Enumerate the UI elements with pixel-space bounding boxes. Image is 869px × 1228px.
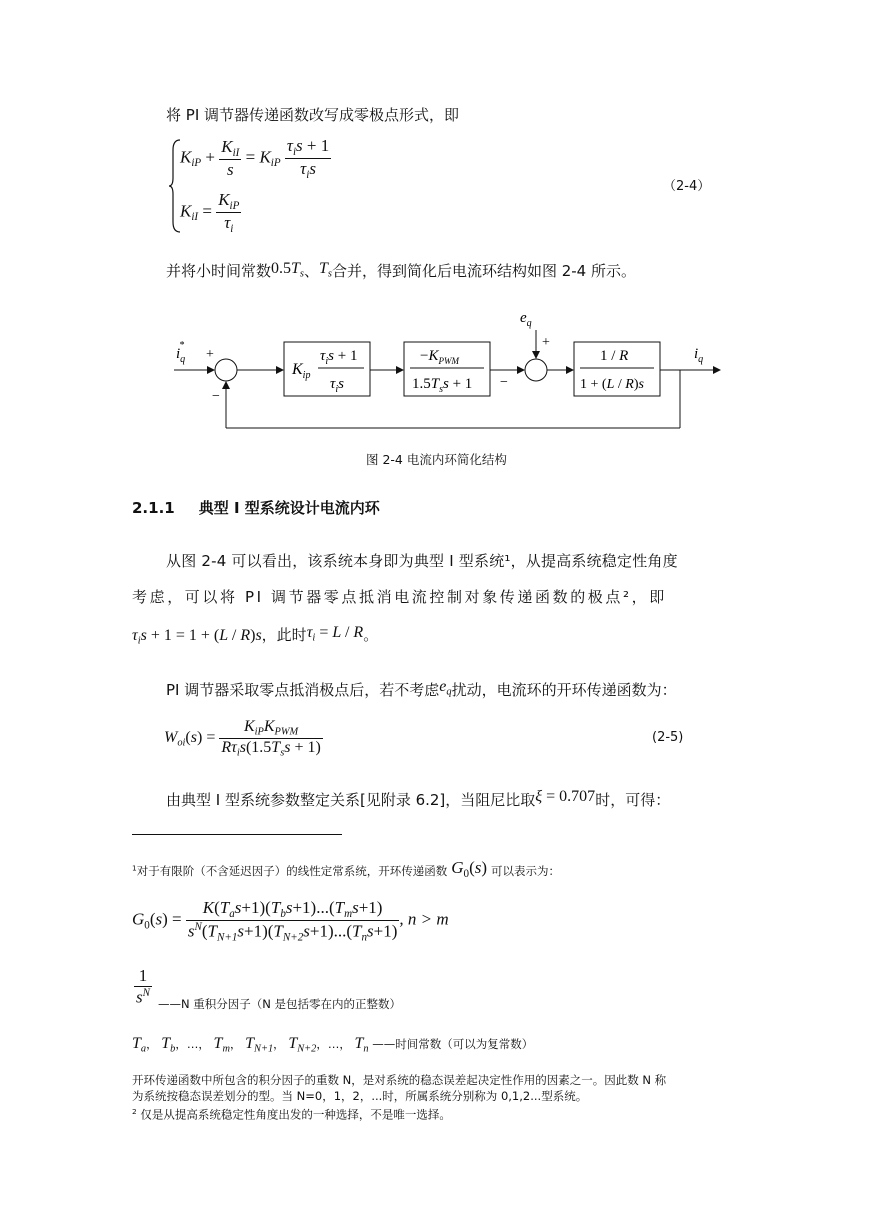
equation-2-4-line1: $K_{iP}$ + $\frac{K_{iI}}{s}$ = $K_{iP}$ $\frac{\tau_is + 1}{\tau_is}$ [180,136,330,181]
merge-line-sep: 、 [303,262,319,280]
para1-line3: $\tau_is + 1 = 1 + (L / R)s$，此时$\tau_i = L / R$。 [132,624,379,647]
para3-line: 由典型 I 型系统参数整定关系[见附录 6.2]，当阻尼比取ξ = 0.707时，可得： [166,788,671,809]
section-number: 2.1.1 [132,499,175,517]
footnote-2 [132,1104,451,1122]
merge-line-post: 合并，得到简化后电流环结构如图 2-4 所示。 [331,262,636,280]
svg-text:1.5Tss + 1: $1.5T_ss + 1$ [412,376,473,395]
para2-pre: PI 调节器采取零点抵消极点后，若不考虑 [166,681,440,699]
merge-line: 并将小时间常数$0.5T_s$、$T_s$合并，得到简化后电流环结构如图 2-4 所示。 [166,260,636,280]
equation-2-4-number: （2-4） [663,179,711,194]
footnote-separator [132,834,342,835]
svg-text:−KPWM: $-K_{PWM}$ [420,348,459,366]
para1-line3-mid: ，此时 [261,626,307,644]
para2-post: 扰动，电流环的开环传递函数为： [451,681,677,699]
section-title: 典型 I 型系统设计电流内环 [198,499,380,517]
sum2-plus: + [542,335,550,350]
merge-line-pre: 并将小时间常数 [166,262,272,280]
footnote-type-line2: 为系统按稳态误差划分的型。当 N=0，1，2，...时，所属系统分别称为 0,1,2...型系统。 [132,1089,588,1103]
footnote-2-text: 仅是从提高系统稳定性角度出发的一种选择，不是唯一选择。 [136,1107,451,1122]
intro-line: 将 PI 调节器传递函数改写成零极点形式，即 [166,106,460,124]
n-gt-m: , n > m [399,909,449,929]
para1-line3-end: 。 [363,626,379,644]
equation-2-5: $W_{oi}(s)$ = $\frac{K_{iP}K_{PWM}}{R\tau_is(1.5T_ss + 1)}$ [164,718,321,759]
svg-text:τis + 1: $\tau_is + 1$ [320,348,358,367]
svg-text:Kip: $K_{ip}$ [292,361,311,381]
footnote-g0-equation: $G_0(s)$ = $\frac{K(T_as+1)(T_bs+1)...(T_ms+1)}{s^N(T_{N+1}s+1)(T_{N+2}s+1)...(T_ns+1)}$ , n > m [132,898,449,944]
footnote-1-intro: $^1$对于有限阶（不含延迟因子）的线性定常系统，开环传递函数 $G_0(s)$ 可以表示为： [132,858,561,880]
footnote-1-text: 对于有限阶（不含延迟因子）的线性定常系统，开环传递函数 [136,864,448,878]
svg-text:1 / R: 1 / R [600,348,629,364]
footnote-2-mark: 2 [132,1107,137,1116]
time-constants-desc: ——时间常数（可以为复常数） [372,1037,534,1051]
footnote-1-text-end: 可以表示为： [491,864,561,878]
sum2-minus: − [500,375,508,390]
integral-factor: $\frac{1}{s^N}$ [136,966,150,1007]
output-iq: $i_q$ [694,346,704,365]
input-iq-star: $i_q*$ [176,340,186,365]
para3-pre: 由典型 I 型系统参数整定关系[见附录 6.2]，当阻尼比取 [166,791,536,809]
sum1-plus: + [206,347,214,362]
time-constants-line: $T_a$， $T_b$，…， $T_m$， $T_{N+1}$， $T_{N+2}$，…， $T_n$ ——时间常数（可以为复常数） [132,1035,534,1055]
sum-junction-2 [525,359,547,381]
para1-line2: 考虑，可以将 PI 调节器零点抵消电流控制对象传递函数的极点²，即 [132,588,667,606]
footnote-1-mark: 1 [132,863,137,873]
figure-caption: 图 2-4 电流内环简化结构 [366,452,507,467]
disturbance-eq: $e_q$ [520,310,532,329]
equation-2-5-number: (2-5) [652,730,684,745]
para1-line1: 从图 2-4 可以看出，该系统本身即为典型 I 型系统¹，从提高系统稳定性角度 [166,552,678,570]
sum-junction-1 [215,359,237,381]
para3-post: 时，可得： [595,791,671,809]
integral-factor-desc: ——N 重积分因子（N 是包括零在内的正整数） [158,997,402,1011]
svg-text:τis: $\tau_is$ [330,376,344,395]
current-loop-block-diagram [160,300,740,440]
para2-line: PI 调节器采取零点抵消极点后，若不考虑$e_q$扰动，电流环的开环传递函数为： [166,678,677,699]
svg-text:1 + (L / R)s: 1 + (L / R)s [580,377,644,392]
sum1-minus: − [212,389,220,404]
equation-2-4-line2: $K_{iI}$ = $\frac{K_{iP}}{\tau_i}$ [180,190,240,235]
section-heading [132,497,380,518]
footnote-type-line1: 开环传递函数中所包含的积分因子的重数 N，是对系统的稳态误差起决定性作用的因素之一。因此数 N 称 [132,1073,667,1087]
